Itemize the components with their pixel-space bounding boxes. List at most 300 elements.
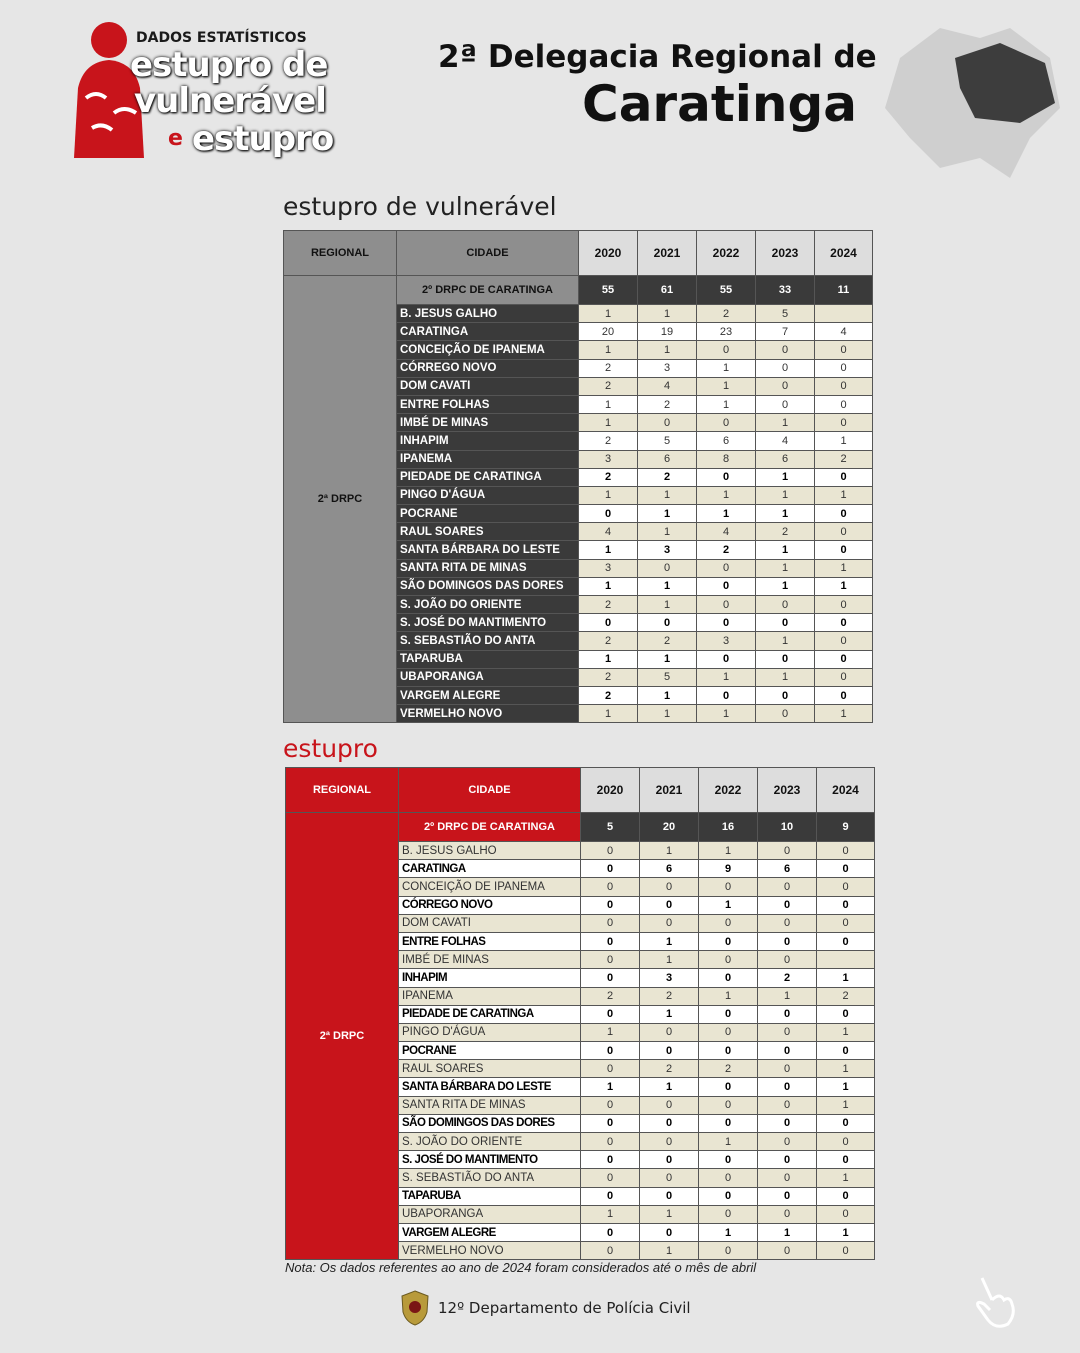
year-value: 2 — [817, 987, 875, 1005]
year-value: 1 — [699, 896, 758, 914]
year-value: 0 — [640, 896, 699, 914]
year-value: 0 — [697, 686, 756, 704]
city-name: PIEDADE DE CARATINGA — [397, 468, 579, 486]
year-value: 0 — [817, 1005, 875, 1023]
year-value: 0 — [756, 596, 815, 614]
year-value: 0 — [640, 1114, 699, 1132]
year-value: 0 — [640, 1151, 699, 1169]
year-value: 0 — [581, 1060, 640, 1078]
column-header-year: 2020 — [579, 231, 638, 276]
year-value: 0 — [756, 705, 815, 723]
total-value: 9 — [817, 813, 875, 842]
city-name: S. JOSÉ DO MANTIMENTO — [399, 1151, 581, 1169]
year-value: 0 — [640, 1187, 699, 1205]
header-row — [284, 231, 873, 276]
year-value: 0 — [756, 341, 815, 359]
section-title-vulneravel: estupro de vulnerável — [283, 192, 557, 221]
year-value: 1 — [579, 395, 638, 413]
year-value: 1 — [756, 414, 815, 432]
city-name: DOM CAVATI — [397, 377, 579, 395]
year-value: 1 — [699, 842, 758, 860]
year-value: 0 — [817, 1187, 875, 1205]
year-value: 0 — [640, 1023, 699, 1041]
city-name: RAUL SOARES — [399, 1060, 581, 1078]
year-value: 1 — [640, 1078, 699, 1096]
city-name: TAPARUBA — [397, 650, 579, 668]
year-value: 1 — [756, 468, 815, 486]
city-name: SANTA RITA DE MINAS — [399, 1096, 581, 1114]
city-name: S. SEBASTIÃO DO ANTA — [399, 1169, 581, 1187]
total-value: 5 — [581, 813, 640, 842]
header-row — [286, 768, 875, 813]
year-value: 0 — [817, 860, 875, 878]
year-value: 0 — [699, 1042, 758, 1060]
year-value: 0 — [815, 523, 873, 541]
year-value: 0 — [640, 1169, 699, 1187]
city-name: IPANEMA — [397, 450, 579, 468]
year-value: 6 — [638, 450, 697, 468]
city-name: IPANEMA — [399, 987, 581, 1005]
year-value: 1 — [697, 505, 756, 523]
year-value: 0 — [640, 1133, 699, 1151]
year-value: 0 — [581, 1042, 640, 1060]
year-value: 1 — [756, 486, 815, 504]
footer — [400, 1290, 691, 1326]
column-header-year: 2020 — [581, 768, 640, 813]
year-value: 1 — [640, 1205, 699, 1223]
year-value: 0 — [758, 1151, 817, 1169]
year-value: 1 — [579, 541, 638, 559]
year-value: 1 — [697, 705, 756, 723]
city-name: VARGEM ALEGRE — [399, 1223, 581, 1241]
year-value: 0 — [756, 395, 815, 413]
year-value: 0 — [815, 686, 873, 704]
year-value: 3 — [638, 541, 697, 559]
year-value: 0 — [817, 842, 875, 860]
year-value: 0 — [640, 1096, 699, 1114]
year-value: 0 — [581, 932, 640, 950]
column-header-year: 2024 — [817, 768, 875, 813]
hand-gesture-icon — [970, 1270, 1020, 1330]
year-value: 0 — [640, 1042, 699, 1060]
total-row — [286, 813, 875, 842]
total-label: 2º DRPC DE CARATINGA — [397, 276, 579, 305]
regional-cell: 2ª DRPC — [284, 276, 397, 723]
year-value: 1 — [697, 377, 756, 395]
year-value: 0 — [640, 914, 699, 932]
year-value: 2 — [579, 686, 638, 704]
year-value: 1 — [638, 705, 697, 723]
year-value: 1 — [697, 486, 756, 504]
city-name: RAUL SOARES — [397, 523, 579, 541]
year-value: 1 — [579, 705, 638, 723]
city-name: CONCEIÇÃO DE IPANEMA — [397, 341, 579, 359]
year-value: 0 — [815, 359, 873, 377]
year-value: 2 — [697, 541, 756, 559]
year-value: 1 — [638, 341, 697, 359]
year-value: 0 — [581, 1223, 640, 1241]
year-value: 0 — [815, 414, 873, 432]
year-value: 8 — [697, 450, 756, 468]
year-value: 0 — [697, 559, 756, 577]
year-value: 2 — [581, 987, 640, 1005]
city-name: PINGO D'ÁGUA — [399, 1023, 581, 1041]
year-value: 0 — [758, 932, 817, 950]
city-name: INHAPIM — [399, 969, 581, 987]
city-name: S. JOÃO DO ORIENTE — [397, 596, 579, 614]
city-name: IMBÉ DE MINAS — [397, 414, 579, 432]
city-name: B. JESUS GALHO — [399, 842, 581, 860]
city-name: CONCEIÇÃO DE IPANEMA — [399, 878, 581, 896]
total-value: 61 — [638, 276, 697, 305]
total-value: 33 — [756, 276, 815, 305]
year-value: 0 — [815, 596, 873, 614]
year-value: 0 — [817, 1114, 875, 1132]
year-value: 4 — [579, 523, 638, 541]
city-name: UBAPORANGA — [399, 1205, 581, 1223]
year-value: 1 — [756, 559, 815, 577]
year-value: 0 — [758, 1242, 817, 1260]
year-value: 0 — [699, 1005, 758, 1023]
total-value: 20 — [640, 813, 699, 842]
year-value: 19 — [638, 323, 697, 341]
year-value: 0 — [817, 914, 875, 932]
logo-kicker: DADOS ESTATÍSTICOS — [136, 30, 307, 46]
year-value: 1 — [638, 523, 697, 541]
logo-line3: estupro — [192, 119, 334, 159]
year-value: 5 — [638, 432, 697, 450]
year-value: 1 — [756, 668, 815, 686]
year-value: 0 — [699, 914, 758, 932]
city-name: SANTA BÁRBARA DO LESTE — [399, 1078, 581, 1096]
year-value: 0 — [581, 1133, 640, 1151]
city-name: ENTRE FOLHAS — [399, 932, 581, 950]
year-value: 1 — [640, 932, 699, 950]
city-name: UBAPORANGA — [397, 668, 579, 686]
year-value: 0 — [817, 878, 875, 896]
city-name: INHAPIM — [397, 432, 579, 450]
total-value: 55 — [579, 276, 638, 305]
year-value: 9 — [699, 860, 758, 878]
year-value: 1 — [756, 541, 815, 559]
year-value: 1 — [699, 1223, 758, 1241]
column-header-year: 2023 — [756, 231, 815, 276]
year-value: 0 — [758, 1187, 817, 1205]
logo-line2: vulnerável — [134, 81, 326, 121]
year-value: 0 — [579, 505, 638, 523]
year-value: 0 — [817, 932, 875, 950]
year-value: 0 — [699, 1078, 758, 1096]
year-value: 1 — [579, 341, 638, 359]
year-value: 0 — [581, 860, 640, 878]
year-value: 0 — [699, 1242, 758, 1260]
year-value: 2 — [638, 632, 697, 650]
year-value: 0 — [758, 896, 817, 914]
year-value: 1 — [699, 1133, 758, 1151]
city-name: CARATINGA — [399, 860, 581, 878]
year-value: 0 — [581, 1242, 640, 1260]
year-value: 1 — [817, 1078, 875, 1096]
city-name: IMBÉ DE MINAS — [399, 951, 581, 969]
year-value: 1 — [697, 359, 756, 377]
year-value: 1 — [638, 486, 697, 504]
year-value: 0 — [758, 1096, 817, 1114]
year-value: 1 — [817, 1023, 875, 1041]
city-name: B. JESUS GALHO — [397, 305, 579, 323]
year-value: 0 — [581, 842, 640, 860]
year-value: 2 — [756, 523, 815, 541]
city-name: CÓRREGO NOVO — [397, 359, 579, 377]
city-name: VARGEM ALEGRE — [397, 686, 579, 704]
year-value: 0 — [699, 1205, 758, 1223]
city-name: PINGO D'ÁGUA — [397, 486, 579, 504]
year-value: 1 — [756, 505, 815, 523]
year-value: 0 — [640, 1223, 699, 1241]
city-name: TAPARUBA — [399, 1187, 581, 1205]
year-value: 1 — [638, 577, 697, 595]
column-header-year: 2022 — [699, 768, 758, 813]
city-name: CÓRREGO NOVO — [399, 896, 581, 914]
year-value: 2 — [815, 450, 873, 468]
year-value: 0 — [581, 896, 640, 914]
year-value: 0 — [758, 1114, 817, 1132]
year-value: 0 — [817, 1042, 875, 1060]
department-name: 12º Departamento de Polícia Civil — [438, 1299, 691, 1317]
year-value: 1 — [817, 1096, 875, 1114]
year-value: 5 — [756, 305, 815, 323]
year-value: 0 — [758, 1133, 817, 1151]
year-value: 0 — [758, 951, 817, 969]
column-header-cidade: CIDADE — [399, 768, 581, 813]
year-value: 6 — [640, 860, 699, 878]
city-name: POCRANE — [397, 505, 579, 523]
city-name: VERMELHO NOVO — [397, 705, 579, 723]
total-value: 11 — [815, 276, 873, 305]
year-value: 3 — [638, 359, 697, 377]
year-value: 7 — [756, 323, 815, 341]
section-title-estupro: estupro — [283, 734, 378, 763]
logo-line1: estupro de — [130, 45, 328, 85]
logo-connector: e — [168, 126, 183, 151]
city-name: DOM CAVATI — [399, 914, 581, 932]
year-value: 0 — [697, 577, 756, 595]
year-value: 0 — [697, 341, 756, 359]
year-value: 0 — [815, 650, 873, 668]
year-value: 0 — [699, 1169, 758, 1187]
total-row — [284, 276, 873, 305]
year-value: 2 — [579, 596, 638, 614]
year-value: 0 — [815, 668, 873, 686]
year-value: 1 — [579, 305, 638, 323]
year-value: 0 — [699, 1096, 758, 1114]
year-value: 3 — [640, 969, 699, 987]
year-value: 0 — [699, 1187, 758, 1205]
city-name: PIEDADE DE CARATINGA — [399, 1005, 581, 1023]
year-value: 0 — [758, 914, 817, 932]
city-name: S. JOSÉ DO MANTIMENTO — [397, 614, 579, 632]
year-value: 2 — [697, 305, 756, 323]
year-value: 0 — [581, 1005, 640, 1023]
year-value: 0 — [581, 1151, 640, 1169]
year-value: 0 — [758, 1060, 817, 1078]
year-value: 1 — [758, 987, 817, 1005]
column-header-regional: REGIONAL — [286, 768, 399, 813]
year-value: 4 — [815, 323, 873, 341]
city-name: VERMELHO NOVO — [399, 1242, 581, 1260]
year-value: 0 — [581, 1169, 640, 1187]
year-value: 0 — [697, 414, 756, 432]
year-value: 0 — [697, 614, 756, 632]
year-value: 0 — [581, 969, 640, 987]
year-value: 2 — [640, 1060, 699, 1078]
year-value: 1 — [579, 650, 638, 668]
year-value: 0 — [581, 914, 640, 932]
year-value: 0 — [756, 377, 815, 395]
city-name: SÃO DOMINGOS DAS DORES — [397, 577, 579, 595]
year-value: 2 — [640, 987, 699, 1005]
year-value: 1 — [815, 705, 873, 723]
year-value: 1 — [638, 596, 697, 614]
year-value: 1 — [581, 1078, 640, 1096]
year-value: 2 — [579, 359, 638, 377]
year-value: 2 — [579, 632, 638, 650]
year-value: 1 — [697, 668, 756, 686]
year-value: 3 — [579, 450, 638, 468]
year-value: 0 — [815, 341, 873, 359]
city-name: S. SEBASTIÃO DO ANTA — [397, 632, 579, 650]
column-header-regional: REGIONAL — [284, 231, 397, 276]
year-value: 1 — [640, 1242, 699, 1260]
year-value: 1 — [815, 559, 873, 577]
year-value: 0 — [638, 414, 697, 432]
year-value: 1 — [638, 650, 697, 668]
year-value: 0 — [697, 650, 756, 668]
year-value — [815, 305, 873, 323]
year-value: 0 — [815, 468, 873, 486]
regional-cell: 2ª DRPC — [286, 813, 399, 1260]
year-value: 0 — [758, 842, 817, 860]
page-title-line1: 2ª Delegacia Regional de — [438, 39, 877, 75]
city-name: SÃO DOMINGOS DAS DORES — [399, 1114, 581, 1132]
table-estupro-vulneravel — [283, 230, 873, 723]
year-value: 0 — [581, 1114, 640, 1132]
year-value: 1 — [815, 432, 873, 450]
year-value: 1 — [697, 395, 756, 413]
year-value: 1 — [817, 969, 875, 987]
city-name: ENTRE FOLHAS — [397, 395, 579, 413]
year-value: 6 — [758, 860, 817, 878]
year-value: 0 — [581, 1187, 640, 1205]
year-value: 1 — [756, 632, 815, 650]
city-name: S. JOÃO DO ORIENTE — [399, 1133, 581, 1151]
year-value: 1 — [817, 1169, 875, 1187]
table-estupro — [285, 767, 875, 1260]
year-value: 0 — [758, 1205, 817, 1223]
year-value: 0 — [758, 1169, 817, 1187]
year-value: 1 — [638, 305, 697, 323]
year-value: 1 — [581, 1023, 640, 1041]
year-value: 0 — [758, 1005, 817, 1023]
year-value: 1 — [699, 987, 758, 1005]
city-name: SANTA RITA DE MINAS — [397, 559, 579, 577]
total-value: 55 — [697, 276, 756, 305]
column-header-year: 2022 — [697, 231, 756, 276]
year-value: 0 — [815, 377, 873, 395]
year-value: 1 — [758, 1223, 817, 1241]
total-label: 2º DRPC DE CARATINGA — [399, 813, 581, 842]
year-value: 0 — [756, 614, 815, 632]
year-value: 1 — [817, 1060, 875, 1078]
year-value: 2 — [579, 668, 638, 686]
year-value: 0 — [756, 359, 815, 377]
year-value: 2 — [758, 969, 817, 987]
year-value: 23 — [697, 323, 756, 341]
year-value: 2 — [579, 468, 638, 486]
year-value: 2 — [638, 468, 697, 486]
year-value: 0 — [756, 686, 815, 704]
year-value: 2 — [579, 432, 638, 450]
page-title-line2: Caratinga — [582, 75, 857, 133]
year-value: 0 — [758, 1078, 817, 1096]
campaign-logo — [64, 18, 354, 168]
year-value: 1 — [579, 486, 638, 504]
city-name: POCRANE — [399, 1042, 581, 1060]
year-value: 0 — [758, 1023, 817, 1041]
city-name: SANTA BÁRBARA DO LESTE — [397, 541, 579, 559]
year-value — [817, 951, 875, 969]
year-value: 1 — [817, 1223, 875, 1241]
year-value: 5 — [638, 668, 697, 686]
column-header-year: 2021 — [640, 768, 699, 813]
year-value: 1 — [581, 1205, 640, 1223]
year-value: 1 — [640, 951, 699, 969]
year-value: 0 — [817, 1133, 875, 1151]
year-value: 0 — [699, 951, 758, 969]
year-value: 0 — [817, 1242, 875, 1260]
year-value: 6 — [697, 432, 756, 450]
year-value: 0 — [640, 878, 699, 896]
year-value: 0 — [699, 932, 758, 950]
year-value: 0 — [758, 1042, 817, 1060]
year-value: 3 — [579, 559, 638, 577]
year-value: 0 — [699, 969, 758, 987]
year-value: 1 — [815, 577, 873, 595]
year-value: 2 — [699, 1060, 758, 1078]
year-value: 1 — [638, 505, 697, 523]
year-value: 0 — [817, 1205, 875, 1223]
year-value: 0 — [699, 1151, 758, 1169]
year-value: 1 — [756, 577, 815, 595]
year-value: 1 — [638, 686, 697, 704]
column-header-cidade: CIDADE — [397, 231, 579, 276]
column-header-year: 2023 — [758, 768, 817, 813]
year-value: 0 — [699, 1114, 758, 1132]
year-value: 0 — [815, 614, 873, 632]
year-value: 0 — [581, 1096, 640, 1114]
year-value: 2 — [638, 395, 697, 413]
police-badge-icon — [400, 1290, 430, 1326]
city-name: CARATINGA — [397, 323, 579, 341]
year-value: 0 — [638, 614, 697, 632]
year-value: 0 — [756, 650, 815, 668]
year-value: 4 — [756, 432, 815, 450]
total-value: 10 — [758, 813, 817, 842]
year-value: 0 — [758, 878, 817, 896]
year-value: 1 — [579, 577, 638, 595]
year-value: 0 — [815, 395, 873, 413]
footnote: Nota: Os dados referentes ao ano de 2024 foram considerados até o mês de abril — [285, 1260, 757, 1275]
column-header-year: 2024 — [815, 231, 873, 276]
